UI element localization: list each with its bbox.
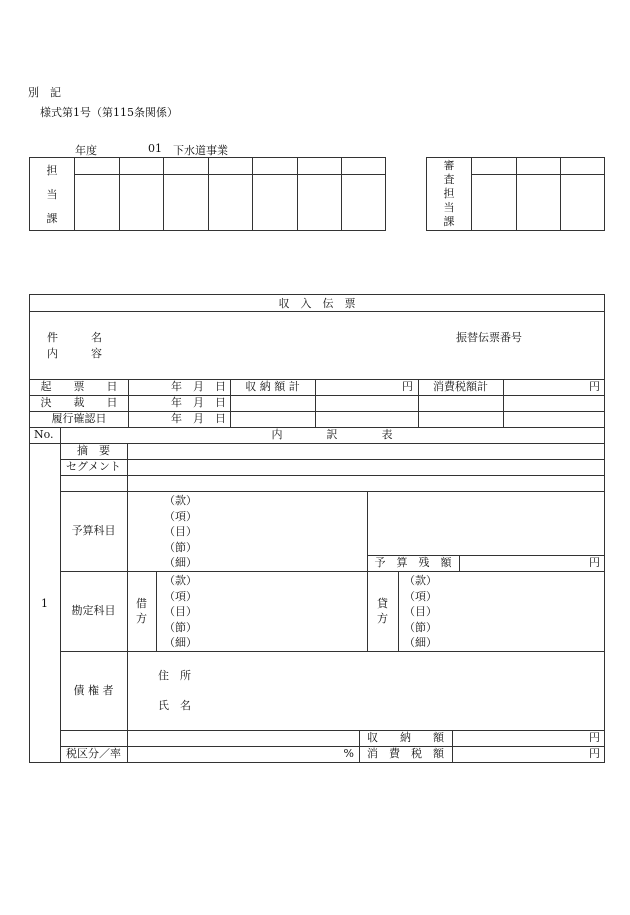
bekki-label: 別 記 [28, 86, 61, 99]
business-code: 01 [148, 142, 162, 155]
form-number: 様式第1号（第115条関係） [40, 106, 178, 119]
budget-balance-yen: 円 [589, 556, 600, 569]
business-name: 下水道事業 [173, 144, 228, 157]
approval-date-label: 決 裁 日 [40, 396, 118, 409]
budget-item-list: （款） （項） （目） （節） （細） [164, 494, 197, 569]
receipt-total-label: 収 納 額 計 [245, 380, 300, 393]
breakdown-label: 内 訳 表 [271, 428, 393, 441]
execution-date-label: 履行確認日 [51, 412, 107, 425]
fiscal-year-label: 年度 [75, 144, 97, 157]
budget-balance-label: 予 算 残 額 [374, 556, 452, 569]
approval-date-value: 年 月 日 [171, 396, 226, 409]
tax-amount-yen: 円 [589, 747, 600, 760]
receipt-amount-yen: 円 [589, 731, 600, 744]
budget-item-label: 予算科目 [71, 524, 116, 537]
no-label: No. [34, 428, 54, 441]
tax-total-yen: 円 [589, 380, 600, 393]
debit-label: 借 方 [136, 597, 147, 625]
left-stamp-label: 担 当 課 [46, 164, 58, 225]
transfer-number-label: 振替伝票番号 [456, 331, 522, 344]
tax-amount-label: 消 費 税 額 [367, 747, 444, 760]
draft-date-value: 年 月 日 [171, 380, 226, 393]
draft-date-label: 起 票 日 [40, 380, 118, 393]
content-label: 内 容 [47, 347, 102, 360]
receipt-amount-label: 収 納 額 [367, 731, 444, 744]
tax-rate-percent: % [343, 747, 354, 760]
execution-date-value: 年 月 日 [171, 412, 226, 425]
row-number: 1 [41, 597, 48, 610]
name-label: 氏 名 [158, 699, 191, 712]
debit-item-list: （款） （項） （目） （節） （細） [164, 574, 197, 649]
receipt-total-yen: 円 [402, 380, 413, 393]
right-stamp-label: 審 査 担 当 課 [443, 159, 455, 228]
credit-label: 貸 方 [377, 597, 388, 625]
right-stamp-box [426, 157, 605, 231]
credit-item-list: （款） （項） （目） （節） （細） [404, 574, 437, 649]
left-stamp-box [29, 157, 386, 231]
creditor-label: 債 権 者 [73, 684, 114, 697]
tax-total-label: 消費税額計 [433, 380, 488, 393]
address-label: 住 所 [158, 669, 191, 682]
slip-title: 収 入 伝 票 [278, 297, 356, 310]
subject-label: 件 名 [47, 331, 102, 344]
summary-label: 摘 要 [77, 444, 110, 457]
tax-rate-label: 税区分／率 [66, 747, 121, 760]
receipt-slip [29, 294, 605, 763]
account-item-label: 勘定科目 [71, 604, 116, 617]
segment-label: セグメント [66, 460, 121, 473]
